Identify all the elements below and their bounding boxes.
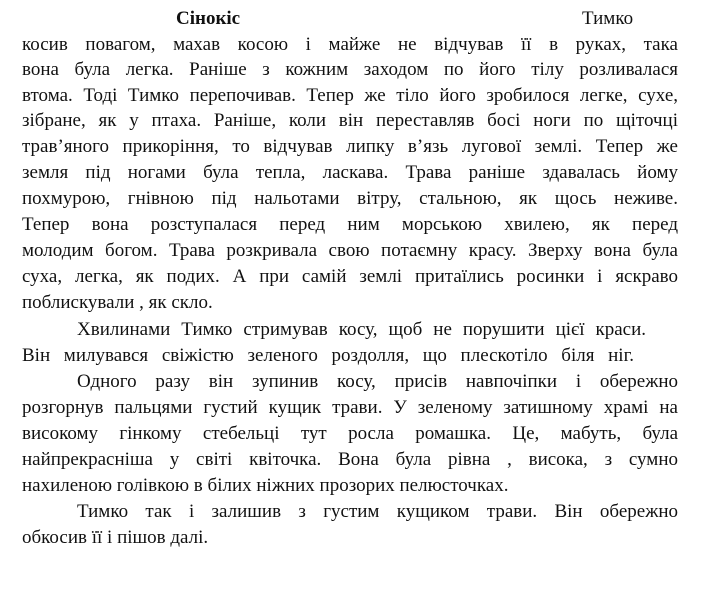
text-line: втома. Тоді Тимко перепочивав. Тепер же тіло його зробилося легке, сухе, (22, 85, 678, 106)
paragraph-start-line: Хвилинами Тимко стримував косу, щоб не порушити цієї краси. (77, 319, 646, 340)
text-line: Він милувався свіжістю зеленого роздолля, що плескотіло біля ніг. (22, 345, 634, 366)
text-line: найпрекрасніша у світі квіточка. Вона була рівна , висока, з сумно (22, 449, 678, 470)
first-line-tail: Тимко (582, 8, 634, 29)
text-line: високому гінкому стебельці тут росла ромашка. Це, мабуть, була (22, 423, 678, 444)
text-line: косив повагом, махав косою і майже не відчував її в руках, така (22, 34, 678, 55)
text-line: суха, легка, як подих. А при самій землі притаїлись росинки і яскраво (22, 266, 678, 287)
text-line: трав’яного прикоріння, то відчував липку в’язь лугової землі. Тепер же (22, 136, 678, 157)
text-line: вона була легка. Раніше з кожним заходом по його тілу розливалася (22, 59, 678, 80)
document-title: Сінокіс (176, 8, 241, 29)
paragraph-start-line: Одного разу він зупинив косу, присів навпочіпки і обережно (77, 371, 678, 392)
text-line: зібране, як у птаха. Раніше, коли він переставляв босі ноги по щіточці (22, 110, 678, 131)
text-line: Тепер вона розступалася перед ним морською хвилею, як перед (22, 214, 678, 235)
text-line: поблискували , як скло. (22, 292, 213, 313)
text-line: розгорнув пальцями густий кущик трави. У зеленому затишному храмі на (22, 397, 678, 418)
text-line: молодим богом. Трава розкривала свою потаємну красу. Зверху вона була (22, 240, 678, 261)
text-line: земля під ногами була тепла, ласкава. Трава раніше здавалась йому (22, 162, 678, 183)
paragraph-start-line: Тимко так і залишив з густим кущиком трави. Він обережно (77, 501, 678, 522)
text-line: обкосив її і пішов далі. (22, 527, 209, 548)
text-line: похмурою, гнівною під нальотами вітру, стальною, як щось неживе. (22, 188, 678, 209)
text-line: нахиленою голівкою в білих ніжних прозорих пелюсточках. (22, 475, 509, 496)
